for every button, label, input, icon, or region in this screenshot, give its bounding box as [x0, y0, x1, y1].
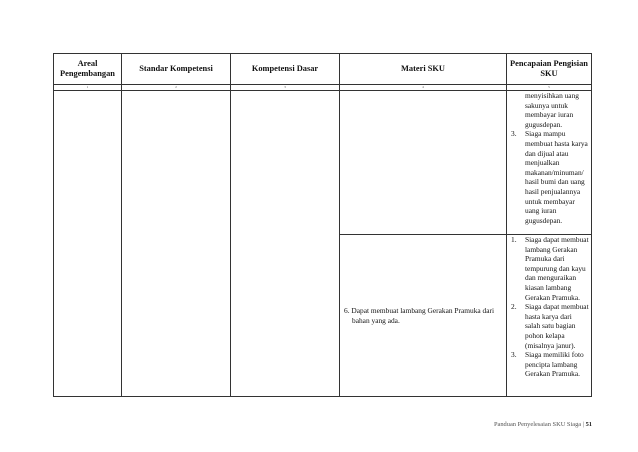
materi-text: Dapat membuat lambang Gerakan Pramuka dari bahan yang ada. — [351, 306, 495, 325]
standar-cell — [122, 91, 231, 397]
column-number: 4 — [340, 85, 507, 91]
materi-item-6 — [340, 306, 506, 325]
line: untuk membayar — [525, 196, 575, 206]
line: (misalnya janur). — [525, 340, 576, 350]
materi-cell-continued — [340, 91, 507, 235]
line: dan menguraikan — [525, 273, 577, 283]
list-item — [509, 129, 589, 225]
item-number: 3. — [511, 350, 517, 360]
line: Siaga memiliki foto — [525, 350, 584, 360]
pencapaian-cell-6 — [507, 235, 592, 397]
line: lambang Gerakan — [525, 244, 578, 254]
line: gugusdepan. — [525, 119, 563, 129]
column-number: 3 — [231, 85, 340, 91]
line: pohon kelapa — [525, 330, 565, 340]
line: tempurung dan kayu — [525, 263, 586, 273]
page-footer — [400, 421, 592, 429]
line: menyisihkan uang — [525, 91, 579, 100]
item-number: 1. — [511, 235, 517, 244]
line: pencipta lambang — [525, 359, 578, 369]
item-number: 2. — [511, 302, 517, 312]
line: hasta karya dari — [525, 311, 572, 321]
item-number: 3. — [511, 129, 517, 139]
footer-text: Panduan Penyelesaian SKU Siaga | — [493, 421, 584, 428]
areal-cell — [54, 91, 122, 397]
pencapaian-list-continued — [507, 91, 591, 225]
column-number: 5 — [507, 85, 592, 91]
continuation-row — [54, 91, 592, 235]
header-pencapaian: Pencapaian Pengisian SKU — [507, 54, 592, 85]
line: hasil bumi dan uang — [525, 177, 585, 187]
line: Siaga dapat membuat — [525, 235, 589, 244]
list-item — [509, 91, 589, 129]
sku-table — [53, 53, 592, 397]
header-standar: Standar Kompetensi — [122, 54, 231, 85]
list-item — [509, 302, 589, 350]
line: Siaga dapat membuat — [525, 302, 589, 312]
item-number: 6. — [344, 306, 350, 316]
pencapaian-list-6 — [507, 235, 591, 379]
column-number: 1 — [54, 85, 122, 91]
line: salah satu bagian — [525, 321, 576, 331]
line: Gerakan Pramuka. — [525, 369, 580, 379]
list-item — [509, 350, 589, 379]
page-number: 51 — [585, 421, 592, 428]
header-materi: Materi SKU — [340, 54, 507, 85]
header-areal: Areal Pengembangan — [54, 54, 122, 85]
line: gugusdepan. — [525, 215, 563, 225]
line: Gerakan Pramuka. — [525, 292, 580, 302]
line: kiasan lambang — [525, 282, 572, 292]
line: makanan/minuman/ — [525, 167, 584, 177]
line: Siaga mampu — [525, 129, 566, 139]
materi-cell-6 — [340, 235, 507, 397]
header-kompetensi: Kompetensi Dasar — [231, 54, 340, 85]
line: hasil penjualannya — [525, 186, 581, 196]
line: membuat hasta karya — [525, 138, 588, 148]
line: uang iuran — [525, 206, 557, 216]
line: sakunya untuk — [525, 100, 568, 110]
pencapaian-cell-continued — [507, 91, 592, 235]
header-row — [54, 54, 592, 85]
line: dan dijual atau — [525, 148, 569, 158]
line: Pramuka dari — [525, 254, 565, 264]
list-item — [509, 235, 589, 302]
line: menjualkan — [525, 158, 560, 168]
column-number: 2 — [122, 85, 231, 91]
kompetensi-cell — [231, 91, 340, 397]
line: membayar iuran — [525, 110, 574, 120]
